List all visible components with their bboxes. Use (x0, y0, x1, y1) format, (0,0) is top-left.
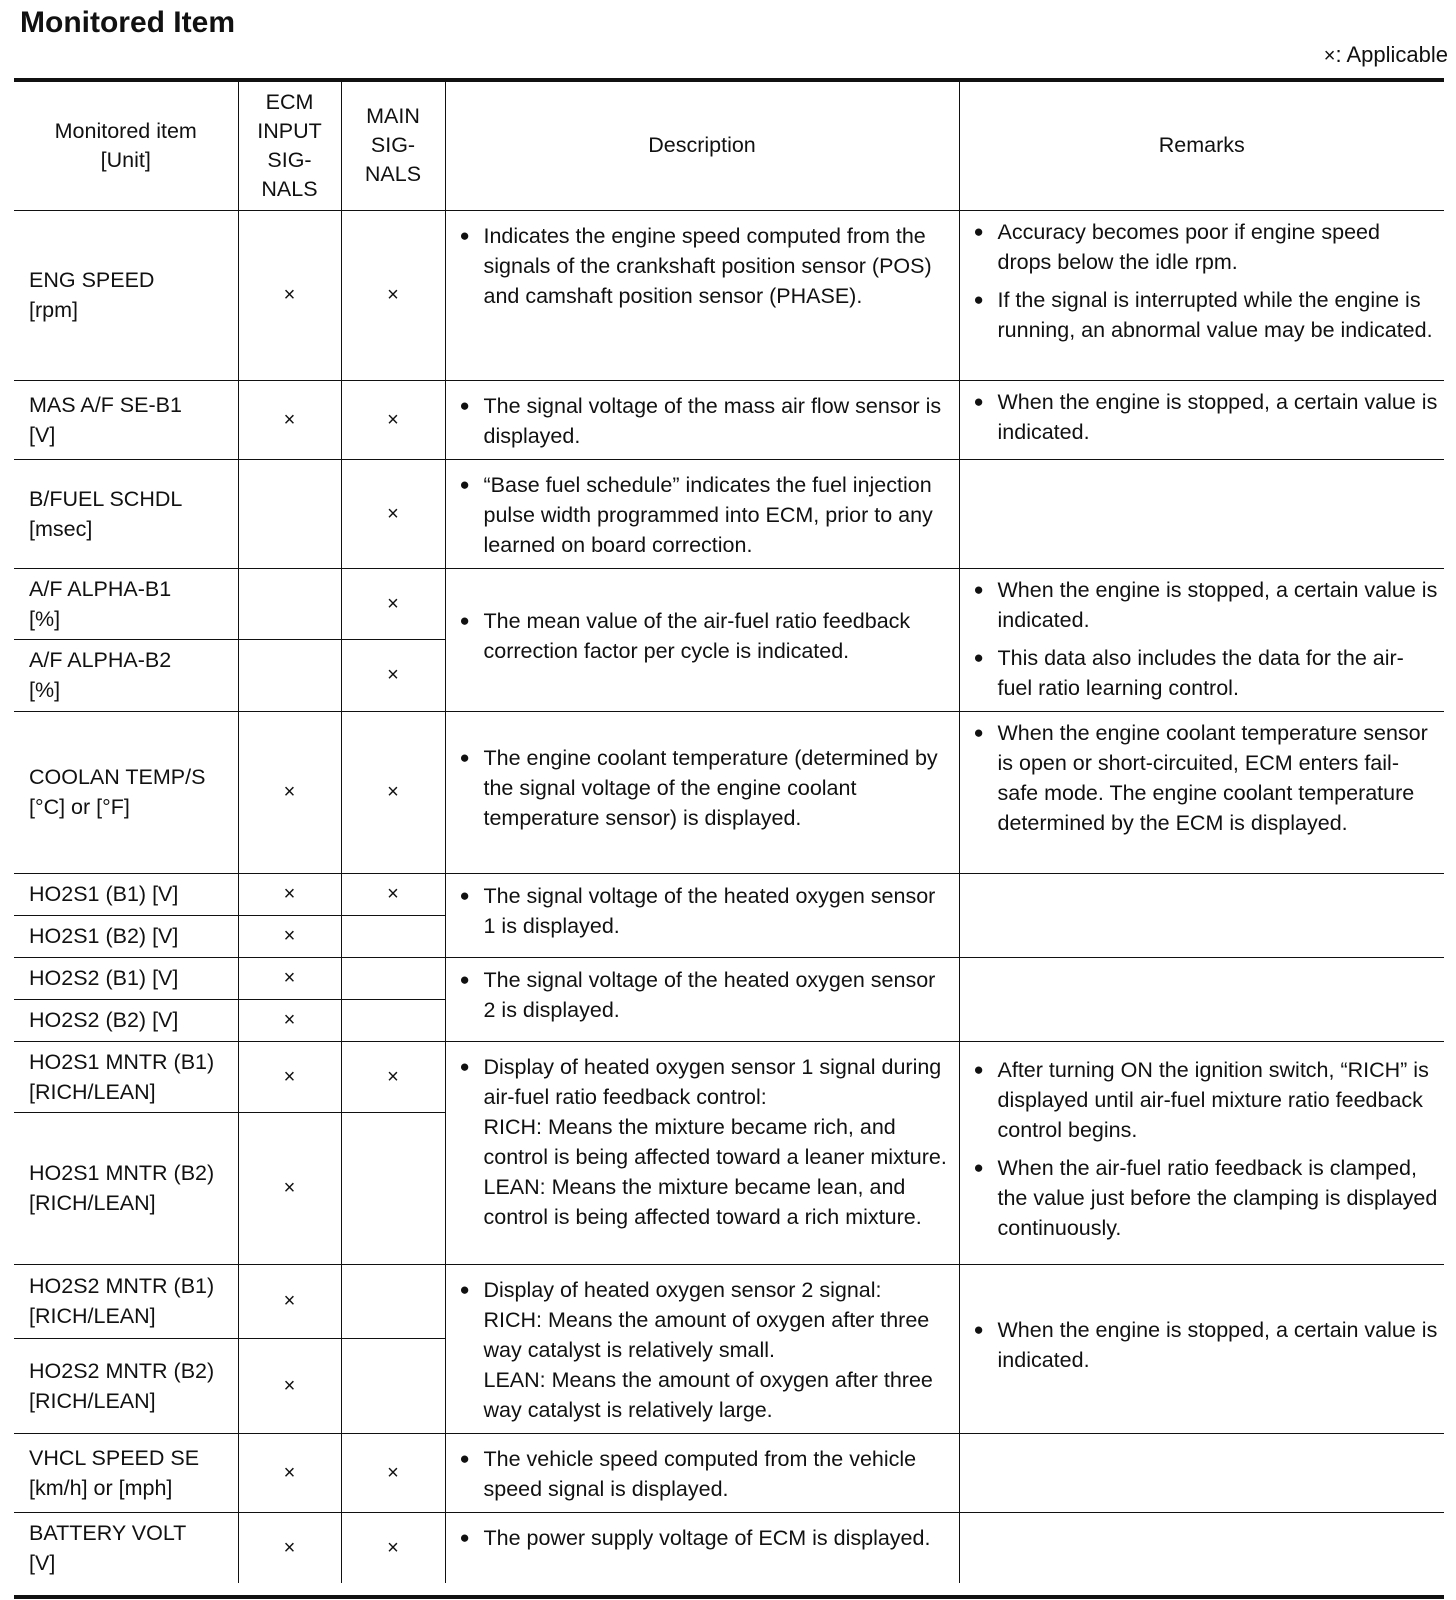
monitored-item-line: [RICH/LEAN] (29, 1304, 156, 1329)
applicable-mark: × (387, 502, 399, 525)
monitored-item-line: ENG SPEED (29, 268, 155, 292)
monitored-item-line: HO2S1 MNTR (B1) (29, 1049, 215, 1074)
monitored-item-line: [RICH/LEAN] (29, 1079, 156, 1104)
ecm-input-cell (238, 957, 341, 999)
main-signal-cell (341, 1112, 445, 1264)
remarks-bullet (974, 1055, 1439, 1145)
applicable-mark: × (283, 1177, 296, 1199)
remarks-bullet (974, 387, 1439, 447)
bullet-icon: ● (973, 1319, 984, 1339)
monitored-item-line: HO2S2 MNTR (B2) (29, 1358, 215, 1383)
applicable-mark: × (283, 408, 296, 431)
monitored-item-line: [V] (29, 1550, 56, 1575)
paragraph: Display of heated oxygen sensor 2 signal: (483, 1277, 882, 1302)
table-row (14, 711, 1444, 873)
monitored-item-cell (14, 1264, 238, 1339)
monitored-item-cell (14, 999, 238, 1041)
header-remarks: Remarks (959, 82, 1444, 210)
applicable-mark: × (283, 781, 296, 803)
description-bullet-text (484, 470, 951, 560)
description-bullet (460, 1523, 951, 1553)
remarks-bullet-text (998, 217, 1439, 277)
applicable-mark: × (283, 1065, 296, 1088)
ecm-input-cell (238, 999, 341, 1041)
paragraph: When the engine is stopped, a certain value is indicated. (997, 1317, 1438, 1372)
remarks-bullet (974, 285, 1439, 345)
ecm-input-cell (238, 568, 341, 640)
description-bullet-text (484, 1052, 951, 1232)
header-monitored-item: Monitored item [Unit] (14, 82, 238, 210)
remarks-cell (959, 1512, 1444, 1583)
monitored-item-line: [%] (29, 606, 61, 631)
bullet-icon: ● (973, 391, 984, 411)
description-cell (445, 380, 959, 459)
monitored-item-line: [RICH/LEAN] (29, 1191, 156, 1215)
monitored-item-cell (14, 568, 238, 640)
monitored-item-cell (14, 1339, 238, 1433)
main-signal-cell (341, 1041, 445, 1112)
ecm-input-cell (238, 1112, 341, 1264)
ecm-input-cell (238, 711, 341, 873)
monitored-item-line: [°C] or [°F] (29, 795, 130, 819)
description-cell (445, 459, 959, 568)
description-bullet-text (484, 606, 951, 666)
monitored-item-line: A/F ALPHA-B2 (29, 648, 172, 673)
monitored-item-line: HO2S1 (B1) [V] (29, 882, 179, 906)
monitored-item-table-frame (14, 78, 1444, 1599)
header-description: Description (445, 82, 959, 210)
description-bullet-text (484, 391, 951, 451)
bullet-icon: ● (459, 886, 470, 905)
paragraph: After turning ON the ignition switch, “RICH” is displayed until air-fuel mixture ratio feedback control begins. (997, 1057, 1429, 1142)
table-row (14, 210, 1444, 380)
applicable-mark: × (387, 408, 399, 431)
applicable-mark: × (283, 967, 296, 989)
paragraph: The vehicle speed computed from the vehicle speed signal is displayed. (483, 1446, 917, 1501)
monitored-item-cell (14, 459, 238, 568)
ecm-input-cell (238, 915, 341, 957)
remarks-bullet-text (998, 643, 1439, 703)
remarks-cell (959, 380, 1444, 459)
main-signal-cell (341, 915, 445, 957)
remarks-cell (959, 873, 1444, 957)
paragraph: Accuracy becomes poor if engine speed drops below the idle rpm. (997, 219, 1380, 274)
description-bullet (460, 221, 951, 311)
description-cell (445, 568, 959, 711)
applicable-legend (1324, 42, 1448, 68)
paragraph: RICH: Means the amount of oxygen after three way catalyst is relatively small. (483, 1307, 930, 1362)
description-bullet (460, 743, 951, 833)
monitored-item-line: [msec] (29, 516, 93, 541)
description-bullet (460, 1275, 951, 1425)
monitored-item-line: HO2S1 (B2) [V] (29, 924, 179, 948)
table-row (14, 380, 1444, 459)
applicable-mark: × (387, 1461, 399, 1484)
main-signal-cell (341, 711, 445, 873)
applicable-mark: × (387, 592, 399, 615)
description-bullet (460, 606, 951, 666)
bullet-icon: ● (459, 1448, 470, 1468)
remarks-bullet (974, 718, 1439, 838)
applicable-mark: × (1323, 45, 1336, 67)
paragraph: The signal voltage of the mass air flow sensor is displayed. (483, 393, 942, 448)
header-ecm-input-signals: ECM INPUT SIG- NALS (238, 82, 341, 210)
monitored-item-line: [RICH/LEAN] (29, 1388, 156, 1413)
applicable-mark: × (387, 284, 399, 306)
ecm-input-cell (238, 873, 341, 915)
paragraph: Display of heated oxygen sensor 1 signal during air-fuel ratio feedback control: (483, 1054, 942, 1109)
description-bullet (460, 1444, 951, 1504)
description-bullet-text (484, 1444, 951, 1504)
paragraph: This data also includes the data for the air-fuel ratio learning control. (997, 645, 1404, 700)
monitored-item-cell (14, 915, 238, 957)
paragraph: When the engine coolant temperature sensor is open or short-circuited, ECM enters fail-safe mode. The engine coolant temperature determined by the ECM is displayed. (997, 720, 1428, 835)
description-cell (445, 1512, 959, 1583)
table-body (14, 210, 1444, 1583)
paragraph: The engine coolant temperature (determined by the signal voltage of the engine coolant temperature sensor) is displayed. (483, 746, 938, 830)
applicable-mark: × (283, 1009, 296, 1031)
monitored-item-line: COOLAN TEMP/S (29, 765, 206, 789)
paragraph: The signal voltage of the heated oxygen sensor 1 is displayed. (483, 884, 936, 938)
bullet-icon: ● (459, 610, 470, 630)
description-bullet (460, 965, 951, 1025)
table-header-row (14, 82, 1444, 210)
monitored-item-cell (14, 1041, 238, 1112)
bullet-icon: ● (459, 748, 470, 767)
monitored-item-line: [%] (29, 678, 61, 703)
monitored-item-line: [rpm] (29, 298, 78, 322)
applicable-legend-text: : Applicable (1335, 42, 1448, 67)
applicable-mark: × (283, 1536, 296, 1559)
remarks-bullet-text (998, 387, 1439, 447)
paragraph: When the engine is stopped, a certain value is indicated. (997, 577, 1438, 632)
description-bullet-text (484, 221, 951, 311)
bullet-icon: ● (459, 474, 470, 494)
table-row (14, 957, 1444, 999)
bullet-icon: ● (459, 1279, 470, 1299)
monitored-item-line: MAS A/F SE-B1 (29, 392, 182, 417)
applicable-mark: × (283, 284, 296, 306)
remarks-bullet-text (998, 1153, 1439, 1243)
bullet-icon: ● (459, 1056, 470, 1076)
table-row (14, 1512, 1444, 1583)
main-signal-cell (341, 459, 445, 568)
ecm-input-cell (238, 640, 341, 712)
ecm-input-cell (238, 1433, 341, 1512)
description-bullet-text (484, 965, 951, 1025)
remarks-bullet-text (998, 285, 1439, 345)
ecm-input-cell (238, 1041, 341, 1112)
monitored-item-table (14, 82, 1444, 1583)
bullet-icon: ● (459, 225, 470, 245)
applicable-mark: × (387, 1536, 399, 1559)
paragraph: The signal voltage of the heated oxygen sensor 2 is displayed. (483, 968, 936, 1022)
remarks-bullet-text (998, 1055, 1439, 1145)
remarks-cell (959, 459, 1444, 568)
remarks-cell (959, 210, 1444, 380)
description-bullet (460, 881, 951, 941)
applicable-mark: × (283, 883, 296, 905)
bullet-icon: ● (973, 722, 984, 742)
bullet-icon: ● (973, 647, 984, 667)
remarks-cell (959, 568, 1444, 711)
paragraph: LEAN: Means the mixture became lean, and control is being affected toward a rich mixture. (483, 1174, 922, 1229)
main-signal-cell (341, 1264, 445, 1339)
description-bullet-text (484, 743, 951, 833)
monitored-item-line: BATTERY VOLT (29, 1520, 187, 1545)
table-row (14, 1041, 1444, 1112)
ecm-input-cell (238, 1512, 341, 1583)
monitored-item-cell (14, 957, 238, 999)
remarks-cell (959, 1041, 1444, 1264)
main-signal-cell (341, 1433, 445, 1512)
main-signal-cell (341, 640, 445, 712)
remarks-bullet (974, 643, 1439, 703)
bullet-icon: ● (973, 1059, 984, 1079)
table-row (14, 1264, 1444, 1339)
ecm-input-cell (238, 459, 341, 568)
ecm-input-cell (238, 380, 341, 459)
bullet-icon: ● (459, 1527, 470, 1547)
bullet-icon: ● (973, 289, 984, 309)
paragraph: When the engine is stopped, a certain value is indicated. (997, 389, 1438, 444)
main-signal-cell (341, 999, 445, 1041)
paragraph: Indicates the engine speed computed from the signals of the crankshaft position sensor (POS) and camshaft position sensor (PHASE). (483, 223, 932, 308)
table-row (14, 568, 1444, 640)
description-cell (445, 711, 959, 873)
paragraph: If the signal is interrupted while the engine is running, an abnormal value may be indicated. (997, 287, 1433, 342)
monitored-item-cell (14, 711, 238, 873)
table-row (14, 873, 1444, 915)
main-signal-cell (341, 1339, 445, 1433)
monitored-item-cell (14, 873, 238, 915)
main-signal-cell (341, 957, 445, 999)
paragraph: The mean value of the air-fuel ratio feedback correction factor per cycle is indicated. (483, 608, 911, 663)
remarks-cell (959, 957, 1444, 1041)
monitored-item-line: HO2S2 (B1) [V] (29, 966, 179, 990)
main-signal-cell (341, 873, 445, 915)
bullet-icon: ● (973, 221, 984, 241)
description-cell (445, 873, 959, 957)
monitored-item-line: HO2S2 MNTR (B1) (29, 1274, 215, 1299)
monitored-item-line: [km/h] or [mph] (29, 1475, 173, 1500)
applicable-mark: × (283, 1290, 296, 1313)
paragraph: The power supply voltage of ECM is displayed. (483, 1525, 931, 1550)
monitored-item-line: [V] (29, 422, 56, 447)
remarks-bullet-text (998, 1315, 1439, 1375)
ecm-input-cell (238, 1339, 341, 1433)
monitored-item-line: HO2S2 (B2) [V] (29, 1008, 179, 1032)
applicable-mark: × (283, 1374, 296, 1397)
ecm-input-cell (238, 1264, 341, 1339)
page-title: Monitored Item (20, 6, 235, 39)
main-signal-cell (341, 1512, 445, 1583)
bullet-icon: ● (459, 395, 470, 415)
applicable-mark: × (387, 883, 399, 905)
remarks-bullet (974, 1153, 1439, 1243)
monitored-item-line: A/F ALPHA-B1 (29, 576, 172, 601)
monitored-item-cell (14, 1112, 238, 1264)
paragraph: When the air-fuel ratio feedback is clamped, the value just before the clamping is displayed continuously. (997, 1155, 1438, 1240)
description-bullet-text (484, 1523, 951, 1553)
description-bullet (460, 391, 951, 451)
bullet-icon: ● (459, 970, 470, 989)
table-row (14, 1433, 1444, 1512)
remarks-cell (959, 711, 1444, 873)
description-bullet (460, 1052, 951, 1232)
remarks-bullet-text (998, 575, 1439, 635)
remarks-bullet-text (998, 718, 1439, 838)
remarks-bullet (974, 1315, 1439, 1375)
monitored-item-line: B/FUEL SCHDL (29, 486, 183, 511)
main-signal-cell (341, 568, 445, 640)
paragraph: “Base fuel schedule” indicates the fuel injection pulse width programmed into ECM, prior to any learned on board correction. (483, 472, 933, 557)
monitored-item-cell (14, 1512, 238, 1583)
paragraph: RICH: Means the mixture became rich, and control is being affected toward a leaner mixture. (483, 1114, 947, 1169)
applicable-mark: × (387, 781, 399, 803)
remarks-bullet (974, 575, 1439, 635)
main-signal-cell (341, 210, 445, 380)
remarks-cell (959, 1264, 1444, 1433)
applicable-mark: × (387, 1065, 399, 1088)
bullet-icon: ● (973, 579, 984, 599)
description-bullet-text (484, 881, 951, 941)
monitored-item-line: VHCL SPEED SE (29, 1445, 200, 1470)
applicable-mark: × (387, 664, 399, 687)
ecm-input-cell (238, 210, 341, 380)
remarks-bullet (974, 217, 1439, 277)
monitored-item-cell (14, 640, 238, 712)
description-cell (445, 957, 959, 1041)
monitored-item-cell (14, 380, 238, 459)
paragraph: LEAN: Means the amount of oxygen after three way catalyst is relatively large. (483, 1367, 933, 1422)
description-bullet (460, 470, 951, 560)
description-cell (445, 1433, 959, 1512)
applicable-mark: × (283, 1461, 296, 1484)
description-bullet-text (484, 1275, 951, 1425)
monitored-item-cell (14, 210, 238, 380)
remarks-cell (959, 1433, 1444, 1512)
monitored-item-cell (14, 1433, 238, 1512)
header-main-signals: MAIN SIG- NALS (341, 82, 445, 210)
bullet-icon: ● (973, 1157, 984, 1177)
monitored-item-line: HO2S1 MNTR (B2) (29, 1161, 215, 1185)
description-cell (445, 1264, 959, 1433)
table-row (14, 459, 1444, 568)
description-cell (445, 210, 959, 380)
main-signal-cell (341, 380, 445, 459)
applicable-mark: × (283, 925, 296, 947)
description-cell (445, 1041, 959, 1264)
